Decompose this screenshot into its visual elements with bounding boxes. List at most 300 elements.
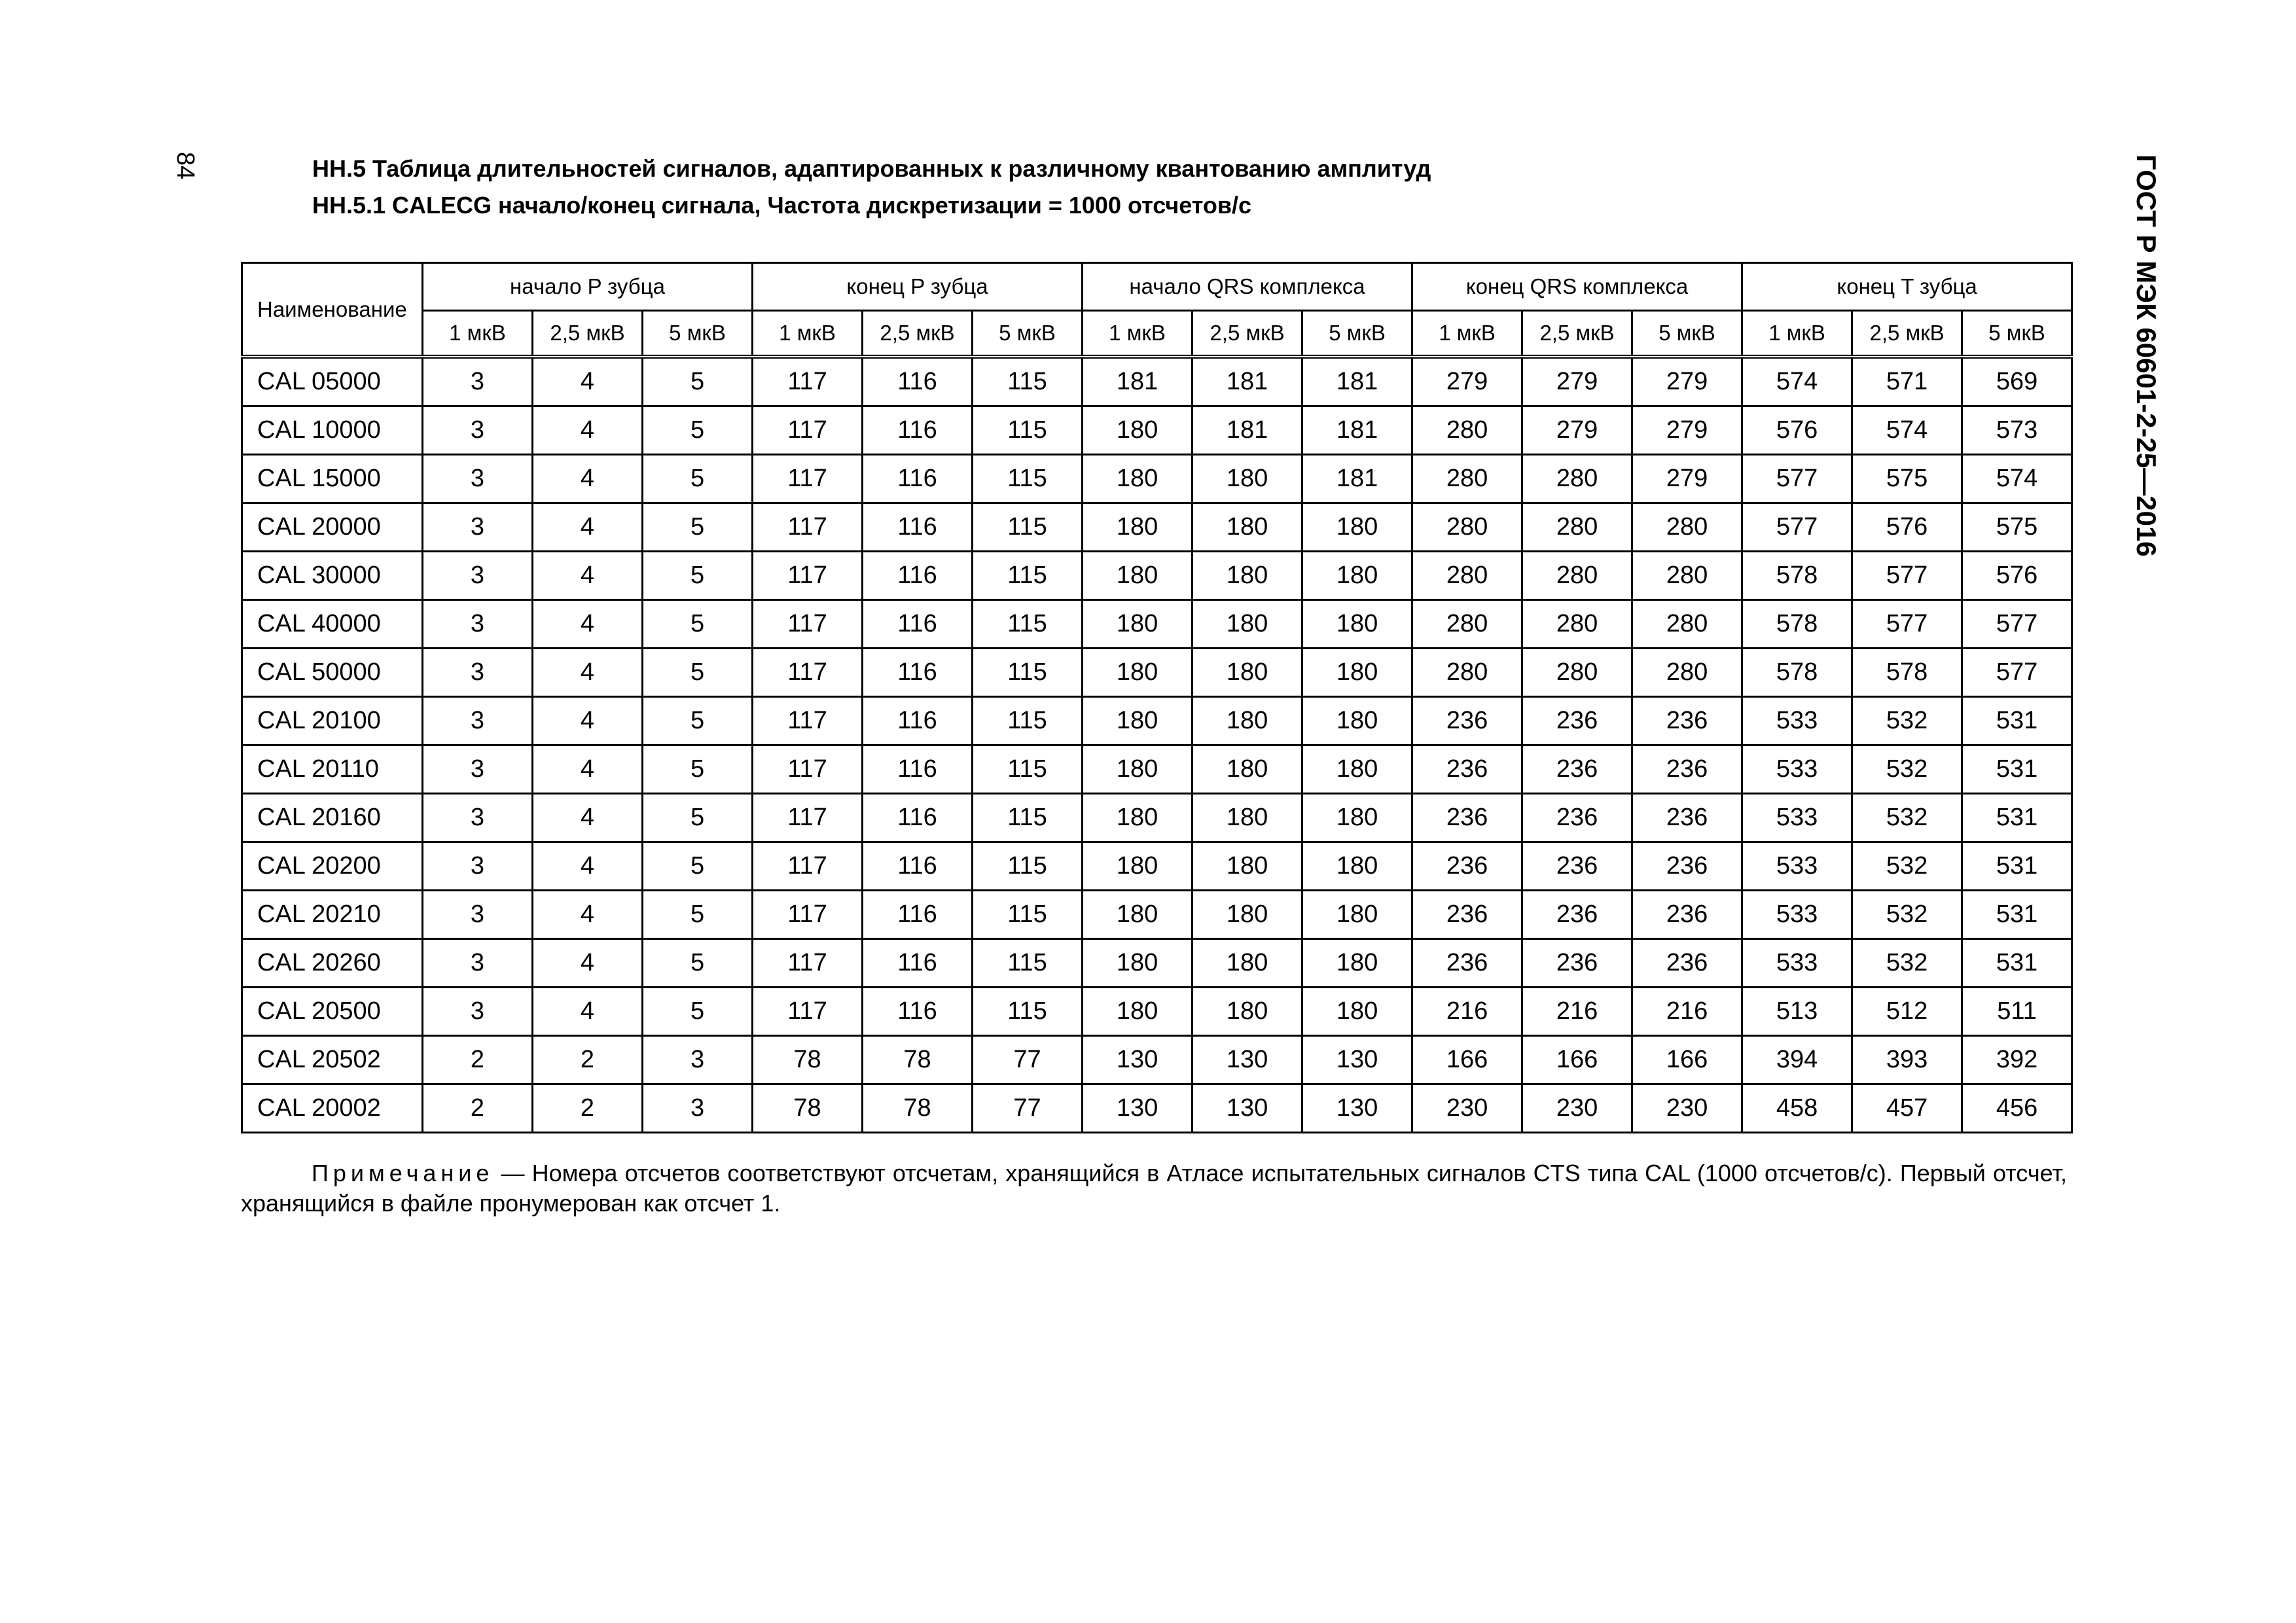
value-cell: 533 [1742, 794, 1852, 842]
value-cell: 115 [973, 891, 1083, 939]
value-cell: 180 [1083, 794, 1193, 842]
value-cell: 236 [1522, 697, 1632, 745]
value-cell: 3 [423, 794, 533, 842]
value-cell: 115 [973, 697, 1083, 745]
table-row [242, 697, 2072, 745]
value-cell: 180 [1193, 939, 1302, 988]
value-cell: 3 [423, 649, 533, 697]
value-cell: 181 [1302, 455, 1412, 503]
group-header-p-end: конец P зубца [753, 263, 1083, 311]
value-cell: 116 [863, 649, 973, 697]
value-cell: 115 [973, 794, 1083, 842]
value-cell: 115 [973, 988, 1083, 1036]
value-cell: 3 [423, 939, 533, 988]
value-cell: 280 [1412, 406, 1522, 455]
value-cell: 116 [863, 357, 973, 406]
value-cell: 571 [1852, 357, 1962, 406]
value-cell: 180 [1193, 503, 1302, 552]
row-name-cell: CAL 40000 [242, 600, 423, 649]
value-cell: 117 [753, 649, 863, 697]
row-name-cell: CAL 20000 [242, 503, 423, 552]
value-cell: 280 [1632, 600, 1742, 649]
value-cell: 78 [753, 1084, 863, 1133]
value-cell: 230 [1522, 1084, 1632, 1133]
value-cell: 236 [1412, 842, 1522, 891]
value-cell: 576 [1962, 552, 2072, 600]
value-cell: 5 [643, 503, 753, 552]
row-name-cell: CAL 15000 [242, 455, 423, 503]
value-cell: 4 [533, 357, 643, 406]
value-cell: 578 [1742, 649, 1852, 697]
value-cell: 577 [1852, 600, 1962, 649]
value-cell: 3 [423, 891, 533, 939]
value-cell: 5 [643, 552, 753, 600]
durations-table [241, 262, 2073, 1133]
row-name-cell: CAL 20002 [242, 1084, 423, 1133]
value-cell: 573 [1962, 406, 2072, 455]
value-cell: 116 [863, 697, 973, 745]
subheader-cell: 5 мкВ [1962, 311, 2072, 357]
value-cell: 458 [1742, 1084, 1852, 1133]
value-cell: 236 [1632, 794, 1742, 842]
subheader-cell: 2,5 мкВ [1522, 311, 1632, 357]
row-name-cell: CAL 05000 [242, 357, 423, 406]
value-cell: 116 [863, 600, 973, 649]
note-text: — Номера отсчетов соответствуют отсчетам, хранящийся в Атласе испытательных сигналов CTS типа CAL (1000 отсчетов/с). Первый отсчет, хранящийся в файле пронумерован как отсчет 1. [241, 1160, 2067, 1217]
value-cell: 236 [1522, 891, 1632, 939]
value-cell: 180 [1193, 745, 1302, 794]
value-cell: 280 [1412, 455, 1522, 503]
value-cell: 4 [533, 406, 643, 455]
value-cell: 280 [1412, 552, 1522, 600]
value-cell: 180 [1193, 649, 1302, 697]
value-cell: 5 [643, 600, 753, 649]
value-cell: 3 [423, 406, 533, 455]
table-subheading: НН.5.1 CALECG начало/конец сигнала, Частота дискретизации = 1000 отсчетов/с [312, 192, 1252, 219]
subheader-cell: 5 мкВ [973, 311, 1083, 357]
value-cell: 2 [533, 1036, 643, 1084]
value-cell: 166 [1522, 1036, 1632, 1084]
value-cell: 236 [1632, 842, 1742, 891]
value-cell: 3 [423, 357, 533, 406]
value-cell: 116 [863, 745, 973, 794]
value-cell: 130 [1193, 1036, 1302, 1084]
value-cell: 115 [973, 600, 1083, 649]
value-cell: 117 [753, 503, 863, 552]
value-cell: 130 [1302, 1036, 1412, 1084]
value-cell: 578 [1742, 552, 1852, 600]
value-cell: 116 [863, 552, 973, 600]
value-cell: 166 [1632, 1036, 1742, 1084]
value-cell: 180 [1302, 939, 1412, 988]
value-cell: 575 [1852, 455, 1962, 503]
value-cell: 181 [1302, 357, 1412, 406]
value-cell: 117 [753, 939, 863, 988]
value-cell: 533 [1742, 891, 1852, 939]
value-cell: 576 [1742, 406, 1852, 455]
value-cell: 393 [1852, 1036, 1962, 1084]
value-cell: 574 [1962, 455, 2072, 503]
value-cell: 180 [1302, 842, 1412, 891]
value-cell: 116 [863, 842, 973, 891]
value-cell: 116 [863, 503, 973, 552]
value-cell: 236 [1632, 745, 1742, 794]
value-cell: 575 [1962, 503, 2072, 552]
value-cell: 4 [533, 745, 643, 794]
value-cell: 180 [1193, 600, 1302, 649]
row-name-cell: CAL 20160 [242, 794, 423, 842]
value-cell: 115 [973, 745, 1083, 794]
value-cell: 180 [1302, 552, 1412, 600]
value-cell: 180 [1302, 649, 1412, 697]
value-cell: 457 [1852, 1084, 1962, 1133]
value-cell: 236 [1522, 939, 1632, 988]
value-cell: 116 [863, 794, 973, 842]
value-cell: 533 [1742, 697, 1852, 745]
value-cell: 279 [1522, 357, 1632, 406]
table-row [242, 503, 2072, 552]
value-cell: 279 [1632, 455, 1742, 503]
table-row [242, 1084, 2072, 1133]
value-cell: 180 [1083, 697, 1193, 745]
value-cell: 3 [643, 1036, 753, 1084]
value-cell: 279 [1632, 357, 1742, 406]
value-cell: 181 [1193, 406, 1302, 455]
value-cell: 116 [863, 406, 973, 455]
value-cell: 531 [1962, 794, 2072, 842]
value-cell: 115 [973, 406, 1083, 455]
value-cell: 5 [643, 891, 753, 939]
value-cell: 180 [1083, 406, 1193, 455]
row-name-cell: CAL 30000 [242, 552, 423, 600]
value-cell: 236 [1632, 939, 1742, 988]
value-cell: 180 [1083, 503, 1193, 552]
value-cell: 115 [973, 939, 1083, 988]
value-cell: 4 [533, 649, 643, 697]
value-cell: 117 [753, 600, 863, 649]
value-cell: 533 [1742, 745, 1852, 794]
value-cell: 117 [753, 794, 863, 842]
value-cell: 3 [423, 745, 533, 794]
subheader-cell: 1 мкВ [423, 311, 533, 357]
value-cell: 180 [1083, 891, 1193, 939]
value-cell: 180 [1083, 939, 1193, 988]
value-cell: 180 [1083, 745, 1193, 794]
value-cell: 5 [643, 697, 753, 745]
value-cell: 280 [1632, 649, 1742, 697]
value-cell: 180 [1302, 988, 1412, 1036]
value-cell: 180 [1083, 455, 1193, 503]
value-cell: 236 [1412, 745, 1522, 794]
value-cell: 2 [423, 1084, 533, 1133]
row-name-cell: CAL 10000 [242, 406, 423, 455]
value-cell: 116 [863, 988, 973, 1036]
value-cell: 577 [1962, 600, 2072, 649]
value-cell: 532 [1852, 891, 1962, 939]
value-cell: 180 [1302, 600, 1412, 649]
value-cell: 4 [533, 939, 643, 988]
value-cell: 5 [643, 649, 753, 697]
value-cell: 576 [1852, 503, 1962, 552]
table-row [242, 939, 2072, 988]
value-cell: 236 [1632, 697, 1742, 745]
value-cell: 181 [1193, 357, 1302, 406]
value-cell: 115 [973, 842, 1083, 891]
value-cell: 216 [1522, 988, 1632, 1036]
value-cell: 180 [1083, 988, 1193, 1036]
value-cell: 117 [753, 357, 863, 406]
subheader-cell: 1 мкВ [1412, 311, 1522, 357]
row-name-cell: CAL 50000 [242, 649, 423, 697]
value-cell: 180 [1302, 503, 1412, 552]
table-row [242, 842, 2072, 891]
row-name-cell: CAL 20502 [242, 1036, 423, 1084]
value-cell: 116 [863, 939, 973, 988]
table-row [242, 988, 2072, 1036]
group-header-row [242, 263, 2072, 311]
value-cell: 279 [1522, 406, 1632, 455]
value-cell: 180 [1083, 842, 1193, 891]
value-cell: 77 [973, 1084, 1083, 1133]
subheader-cell: 5 мкВ [643, 311, 753, 357]
table-body [242, 357, 2072, 1133]
row-name-cell: CAL 20110 [242, 745, 423, 794]
value-cell: 280 [1522, 649, 1632, 697]
name-column-header: Наименование [242, 263, 423, 357]
group-header-qrs-start: начало QRS комплекса [1083, 263, 1412, 311]
row-name-cell: CAL 20100 [242, 697, 423, 745]
value-cell: 532 [1852, 842, 1962, 891]
value-cell: 5 [643, 939, 753, 988]
value-cell: 533 [1742, 842, 1852, 891]
subheader-cell: 2,5 мкВ [1193, 311, 1302, 357]
table-row [242, 794, 2072, 842]
value-cell: 532 [1852, 697, 1962, 745]
value-cell: 180 [1302, 745, 1412, 794]
value-cell: 236 [1412, 939, 1522, 988]
value-cell: 117 [753, 455, 863, 503]
value-cell: 78 [753, 1036, 863, 1084]
value-cell: 3 [423, 600, 533, 649]
value-cell: 280 [1522, 552, 1632, 600]
value-cell: 115 [973, 649, 1083, 697]
table-note [241, 1158, 2067, 1219]
value-cell: 280 [1412, 600, 1522, 649]
value-cell: 236 [1412, 697, 1522, 745]
value-cell: 117 [753, 891, 863, 939]
subheader-row [242, 311, 2072, 357]
value-cell: 180 [1083, 649, 1193, 697]
value-cell: 4 [533, 794, 643, 842]
value-cell: 181 [1083, 357, 1193, 406]
value-cell: 569 [1962, 357, 2072, 406]
value-cell: 117 [753, 842, 863, 891]
value-cell: 577 [1742, 503, 1852, 552]
value-cell: 4 [533, 697, 643, 745]
subheader-cell: 1 мкВ [753, 311, 863, 357]
value-cell: 5 [643, 794, 753, 842]
table-row [242, 552, 2072, 600]
table-row [242, 891, 2072, 939]
value-cell: 78 [863, 1084, 973, 1133]
value-cell: 180 [1193, 697, 1302, 745]
value-cell: 230 [1632, 1084, 1742, 1133]
group-header-p-start: начало P зубца [423, 263, 753, 311]
page-number: 84 [171, 152, 199, 180]
value-cell: 5 [643, 406, 753, 455]
value-cell: 512 [1852, 988, 1962, 1036]
value-cell: 230 [1412, 1084, 1522, 1133]
value-cell: 456 [1962, 1084, 2072, 1133]
value-cell: 5 [643, 745, 753, 794]
value-cell: 180 [1083, 552, 1193, 600]
value-cell: 181 [1302, 406, 1412, 455]
subheader-cell: 5 мкВ [1302, 311, 1412, 357]
value-cell: 4 [533, 891, 643, 939]
table-row [242, 600, 2072, 649]
value-cell: 117 [753, 697, 863, 745]
value-cell: 117 [753, 552, 863, 600]
row-name-cell: CAL 20260 [242, 939, 423, 988]
value-cell: 236 [1522, 745, 1632, 794]
value-cell: 280 [1412, 649, 1522, 697]
table-row [242, 455, 2072, 503]
value-cell: 180 [1193, 455, 1302, 503]
value-cell: 3 [643, 1084, 753, 1133]
value-cell: 280 [1632, 503, 1742, 552]
value-cell: 236 [1522, 842, 1632, 891]
value-cell: 532 [1852, 745, 1962, 794]
value-cell: 5 [643, 988, 753, 1036]
value-cell: 236 [1632, 891, 1742, 939]
table-row [242, 745, 2072, 794]
value-cell: 180 [1193, 552, 1302, 600]
value-cell: 180 [1302, 794, 1412, 842]
value-cell: 280 [1632, 552, 1742, 600]
table-row [242, 1036, 2072, 1084]
subheader-cell: 5 мкВ [1632, 311, 1742, 357]
value-cell: 280 [1522, 600, 1632, 649]
value-cell: 4 [533, 988, 643, 1036]
table-row [242, 357, 2072, 406]
value-cell: 130 [1083, 1036, 1193, 1084]
row-name-cell: CAL 20200 [242, 842, 423, 891]
row-name-cell: CAL 20210 [242, 891, 423, 939]
value-cell: 532 [1852, 939, 1962, 988]
subheader-cell: 1 мкВ [1742, 311, 1852, 357]
value-cell: 116 [863, 891, 973, 939]
value-cell: 115 [973, 357, 1083, 406]
value-cell: 5 [643, 357, 753, 406]
value-cell: 5 [643, 842, 753, 891]
value-cell: 216 [1412, 988, 1522, 1036]
note-label: Примечание [312, 1160, 494, 1186]
value-cell: 531 [1962, 842, 2072, 891]
value-cell: 279 [1412, 357, 1522, 406]
value-cell: 513 [1742, 988, 1852, 1036]
value-cell: 577 [1962, 649, 2072, 697]
subheader-cell: 2,5 мкВ [533, 311, 643, 357]
value-cell: 577 [1852, 552, 1962, 600]
value-cell: 180 [1193, 891, 1302, 939]
value-cell: 4 [533, 842, 643, 891]
value-cell: 578 [1852, 649, 1962, 697]
value-cell: 116 [863, 455, 973, 503]
table-row [242, 406, 2072, 455]
value-cell: 574 [1742, 357, 1852, 406]
value-cell: 3 [423, 842, 533, 891]
value-cell: 280 [1522, 503, 1632, 552]
value-cell: 180 [1193, 842, 1302, 891]
value-cell: 115 [973, 552, 1083, 600]
value-cell: 115 [973, 455, 1083, 503]
value-cell: 180 [1193, 794, 1302, 842]
subheader-cell: 2,5 мкВ [863, 311, 973, 357]
row-name-cell: CAL 20500 [242, 988, 423, 1036]
value-cell: 130 [1083, 1084, 1193, 1133]
value-cell: 3 [423, 455, 533, 503]
value-cell: 117 [753, 988, 863, 1036]
group-header-qrs-end: конец QRS комплекса [1412, 263, 1742, 311]
value-cell: 180 [1302, 697, 1412, 745]
value-cell: 511 [1962, 988, 2072, 1036]
value-cell: 532 [1852, 794, 1962, 842]
value-cell: 4 [533, 503, 643, 552]
value-cell: 5 [643, 455, 753, 503]
value-cell: 3 [423, 552, 533, 600]
value-cell: 180 [1083, 600, 1193, 649]
group-header-t-end: конец T зубца [1742, 263, 2072, 311]
value-cell: 280 [1412, 503, 1522, 552]
document-code: ГОСТ Р МЭК 60601-2-25—2016 [2131, 154, 2162, 557]
value-cell: 531 [1962, 891, 2072, 939]
value-cell: 533 [1742, 939, 1852, 988]
value-cell: 394 [1742, 1036, 1852, 1084]
value-cell: 3 [423, 697, 533, 745]
value-cell: 4 [533, 600, 643, 649]
value-cell: 280 [1522, 455, 1632, 503]
table-row [242, 649, 2072, 697]
subheader-cell: 1 мкВ [1083, 311, 1193, 357]
value-cell: 574 [1852, 406, 1962, 455]
value-cell: 531 [1962, 939, 2072, 988]
value-cell: 279 [1632, 406, 1742, 455]
table-heading: НН.5 Таблица длительностей сигналов, адаптированных к различному квантованию амплитуд [312, 155, 1431, 182]
value-cell: 236 [1412, 891, 1522, 939]
value-cell: 130 [1302, 1084, 1412, 1133]
value-cell: 216 [1632, 988, 1742, 1036]
value-cell: 577 [1742, 455, 1852, 503]
value-cell: 166 [1412, 1036, 1522, 1084]
value-cell: 117 [753, 406, 863, 455]
value-cell: 4 [533, 552, 643, 600]
value-cell: 180 [1193, 988, 1302, 1036]
value-cell: 115 [973, 503, 1083, 552]
value-cell: 3 [423, 503, 533, 552]
value-cell: 77 [973, 1036, 1083, 1084]
value-cell: 4 [533, 455, 643, 503]
value-cell: 78 [863, 1036, 973, 1084]
value-cell: 578 [1742, 600, 1852, 649]
value-cell: 2 [533, 1084, 643, 1133]
value-cell: 531 [1962, 745, 2072, 794]
value-cell: 180 [1302, 891, 1412, 939]
value-cell: 3 [423, 988, 533, 1036]
subheader-cell: 2,5 мкВ [1852, 311, 1962, 357]
value-cell: 531 [1962, 697, 2072, 745]
value-cell: 236 [1412, 794, 1522, 842]
value-cell: 117 [753, 745, 863, 794]
